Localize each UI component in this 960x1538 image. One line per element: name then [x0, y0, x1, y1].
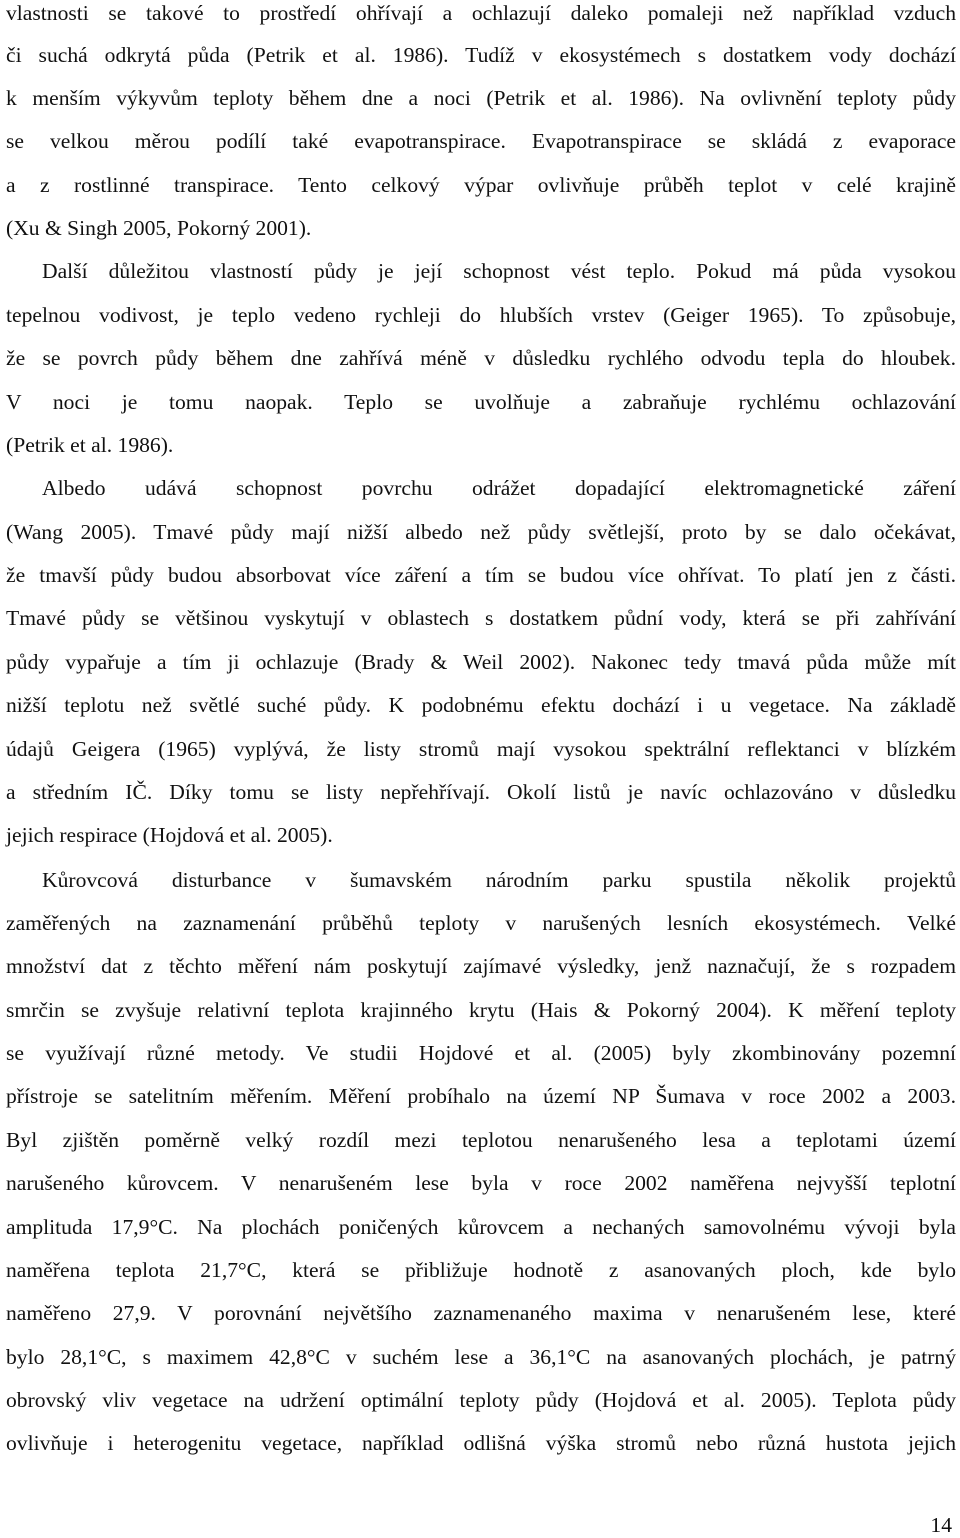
text-line: ovlivňuje i heterogenitu vegetace, například odlišná výška stromů nebo různá hustota jejich [6, 1431, 956, 1455]
text-line: půdy vypařuje a tím ji ochlazuje (Brady & Weil 2002). Nakonec tedy tmavá půda může mít [6, 650, 956, 674]
text-line: (Petrik et al. 1986). [6, 433, 174, 457]
text-line: narušeného kůrovcem. V nenarušeném lese byla v roce 2002 naměřena nejvyšší teplotní [6, 1171, 956, 1195]
text-line: obrovský vliv vegetace na udržení optimální teploty půdy (Hojdová et al. 2005). Teplota půdy [6, 1388, 956, 1412]
text-line: že tmavší půdy budou absorbovat více záření a tím se budou více ohřívat. To platí jen z části. [6, 563, 956, 587]
text-line: Byl zjištěn poměrně velký rozdíl mezi teplotou nenarušeného lesa a teplotami území [6, 1128, 956, 1152]
text-line: V noci je tomu naopak. Teplo se uvolňuje a zabraňuje rychlému ochlazování [6, 390, 956, 414]
text-line: smrčin se zvyšuje relativní teplota krajinného krytu (Hais & Pokorný 2004). K měření teploty [6, 998, 956, 1022]
text-line: se využívají různé metody. Ve studii Hojdové et al. (2005) byly zkombinovány pozemní [6, 1041, 956, 1065]
text-line: bylo 28,1°C, s maximem 42,8°C v suchém lese a 36,1°C na asanovaných plochách, je patrný [6, 1345, 956, 1369]
text-line: k menším výkyvům teploty během dne a noci (Petrik et al. 1986). Na ovlivnění teploty půdy [6, 86, 956, 110]
text-line: údajů Geigera (1965) vyplývá, že listy stromů mají vysokou spektrální reflektanci v blízkém [6, 737, 956, 761]
text-line: nižší teplotu než světlé suché půdy. K podobnému efektu dochází i u vegetace. Na základě [6, 693, 956, 717]
text-line: množství dat z těchto měření nám poskytují zajímavé výsledky, jenž naznačují, že s rozpadem [6, 954, 956, 978]
text-line: tepelnou vodivost, je teplo vedeno rychleji do hlubších vrstev (Geiger 1965). To způsobuje, [6, 303, 956, 327]
text-line: vlastnosti se takové to prostředí ohřívají a ochlazují daleko pomaleji než například vzduch [6, 1, 956, 25]
paragraph-first-line: Albedo udává schopnost povrchu odrážet dopadající elektromagnetické záření [42, 476, 956, 500]
text-line: (Wang 2005). Tmavé půdy mají nižší albedo než půdy světlejší, proto by se dalo očekávat, [6, 520, 956, 544]
page-number: 14 [930, 1513, 952, 1537]
text-line: se velkou měrou podílí také evapotranspirace. Evapotranspirace se skládá z evaporace [6, 129, 956, 153]
text-line: zaměřených na zaznamenání průběhů teploty v narušených lesních ekosystémech. Velké [6, 911, 956, 935]
text-line: a z rostlinné transpirace. Tento celkový výpar ovlivňuje průběh teplot v celé krajině [6, 173, 956, 197]
text-line: a středním IČ. Díky tomu se listy nepřehřívají. Okolí listů je navíc ochlazováno v důsledku [6, 780, 956, 804]
paragraph-first-line: Kůrovcová disturbance v šumavském národním parku spustila několik projektů [42, 868, 956, 892]
text-line: že se povrch půdy během dne zahřívá méně v důsledku rychlého odvodu tepla do hloubek. [6, 346, 956, 370]
text-line: naměřena teplota 21,7°C, která se přibližuje hodnotě z asanovaných ploch, kde bylo [6, 1258, 956, 1282]
text-line: naměřeno 27,9. V porovnání největšího zaznamenaného maxima v nenarušeném lese, které [6, 1301, 956, 1325]
text-line: jejich respirace (Hojdová et al. 2005). [6, 823, 333, 847]
paragraph-first-line: Další důležitou vlastností půdy je její schopnost vést teplo. Pokud má půda vysokou [42, 259, 956, 283]
text-line: či suchá odkrytá půda (Petrik et al. 1986). Tudíž v ekosystémech s dostatkem vody dochází [6, 43, 956, 67]
text-line: Tmavé půdy se většinou vyskytují v oblastech s dostatkem půdní vody, která se při zahřívání [6, 606, 956, 630]
text-line: (Xu & Singh 2005, Pokorný 2001). [6, 216, 312, 240]
text-line: amplituda 17,9°C. Na plochách poničených kůrovcem a nechaných samovolnému vývoji byla [6, 1215, 956, 1239]
text-line: přístroje se satelitním měřením. Měření probíhalo na území NP Šumava v roce 2002 a 2003. [6, 1084, 956, 1108]
